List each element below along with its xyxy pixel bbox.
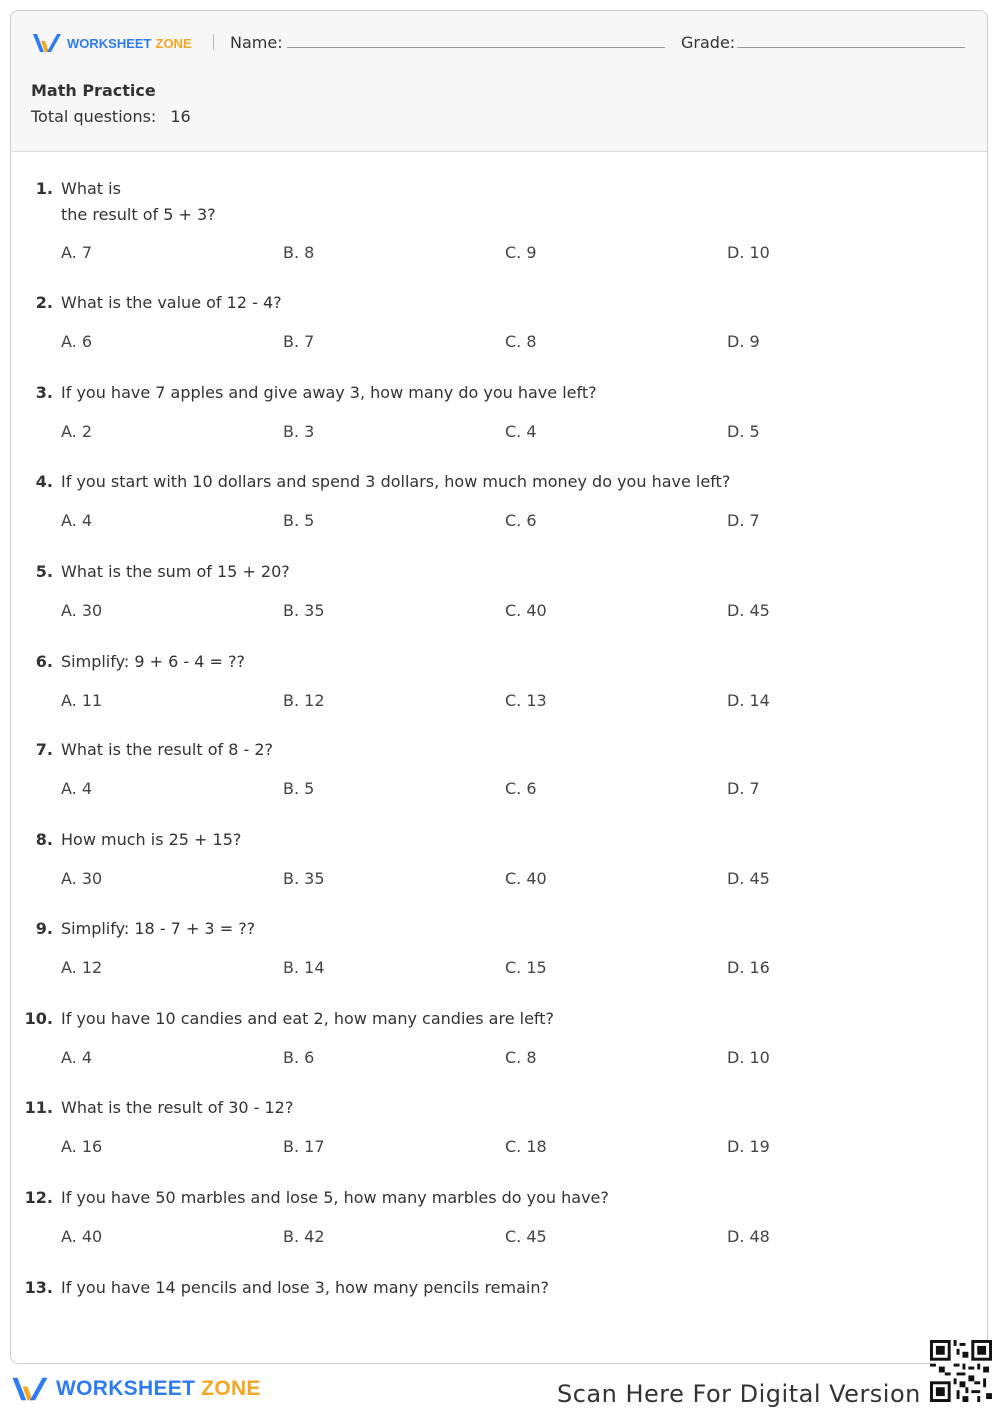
footer-brand-logo — [10, 1374, 261, 1404]
question-text: Simplify: 9 + 6 - 4 = ?? — [61, 652, 245, 671]
question-text: What is the value of 12 - 4? — [61, 293, 282, 312]
question-number: 9. — [35, 919, 53, 938]
option-b[interactable]: B. 3 — [283, 422, 315, 441]
page-footer — [0, 1366, 1000, 1414]
question-number: 8. — [35, 830, 53, 849]
option-c[interactable]: C. 15 — [505, 958, 547, 977]
question-text: If you have 50 marbles and lose 5, how many marbles do you have? — [61, 1188, 609, 1207]
option-c[interactable]: C. 4 — [505, 422, 537, 441]
question-text: What is the sum of 15 + 20? — [61, 562, 290, 581]
option-a[interactable]: A. 11 — [61, 691, 103, 710]
option-c[interactable]: C. 6 — [505, 511, 537, 530]
header-top-row — [31, 30, 965, 56]
option-a[interactable]: A. 40 — [61, 1227, 103, 1246]
qr-code-icon[interactable] — [930, 1340, 992, 1402]
question-number: 1. — [35, 179, 53, 198]
option-b[interactable]: B. 35 — [283, 601, 325, 620]
option-d[interactable]: D. 45 — [727, 601, 770, 620]
worksheet-title: Math Practice — [31, 81, 156, 100]
option-a[interactable]: A. 4 — [61, 779, 93, 798]
option-a[interactable]: A. 2 — [61, 422, 93, 441]
option-a[interactable]: A. 16 — [61, 1137, 103, 1156]
option-b[interactable]: B. 5 — [283, 779, 315, 798]
question-number: 4. — [35, 472, 53, 491]
option-d[interactable]: D. 48 — [727, 1227, 770, 1246]
question-text: If you have 10 candies and eat 2, how many candies are left? — [61, 1009, 555, 1028]
name-label: Name: — [230, 33, 283, 52]
option-c[interactable]: C. 8 — [505, 332, 537, 351]
option-d[interactable]: D. 16 — [727, 958, 770, 977]
option-c[interactable]: C. 45 — [505, 1227, 547, 1246]
question-number: 3. — [35, 383, 53, 402]
option-d[interactable]: D. 10 — [727, 243, 770, 262]
brand-logo — [31, 30, 192, 56]
option-b[interactable]: B. 8 — [283, 243, 315, 262]
question-text: If you start with 10 dollars and spend 3 dollars, how much money do you have left? — [61, 472, 731, 491]
question-number: 10. — [24, 1009, 53, 1028]
option-b[interactable]: B. 5 — [283, 511, 315, 530]
footer-logo-w-icon — [10, 1374, 50, 1404]
question-number: 12. — [24, 1188, 53, 1207]
option-c[interactable]: C. 9 — [505, 243, 537, 262]
name-field[interactable] — [287, 47, 665, 48]
option-b[interactable]: B. 14 — [283, 958, 325, 977]
option-c[interactable]: C. 40 — [505, 869, 547, 888]
option-b[interactable]: B. 17 — [283, 1137, 325, 1156]
logo-w-icon — [31, 31, 63, 55]
option-d[interactable]: D. 45 — [727, 869, 770, 888]
grade-field[interactable] — [737, 47, 965, 48]
question-text: If you have 14 pencils and lose 3, how many pencils remain? — [61, 1278, 549, 1297]
option-b[interactable]: B. 12 — [283, 691, 325, 710]
question-text-line2: the result of 5 + 3? — [61, 205, 216, 224]
worksheet-sheet — [10, 10, 988, 1364]
option-c[interactable]: C. 6 — [505, 779, 537, 798]
option-d[interactable]: D. 19 — [727, 1137, 770, 1156]
question-text: What is — [61, 179, 121, 198]
option-a[interactable]: A. 30 — [61, 869, 103, 888]
footer-brand-word-zone: ZONE — [201, 1377, 261, 1400]
option-a[interactable]: A. 30 — [61, 601, 103, 620]
option-c[interactable]: C. 8 — [505, 1048, 537, 1067]
question-text: If you have 7 apples and give away 3, how many do you have left? — [61, 383, 597, 402]
question-number: 6. — [35, 652, 53, 671]
option-c[interactable]: C. 40 — [505, 601, 547, 620]
option-d[interactable]: D. 9 — [727, 332, 760, 351]
option-c[interactable]: C. 13 — [505, 691, 547, 710]
option-a[interactable]: A. 7 — [61, 243, 93, 262]
total-questions-count: 16 — [170, 107, 191, 126]
question-text: How much is 25 + 15? — [61, 830, 242, 849]
total-questions — [31, 107, 191, 126]
option-d[interactable]: D. 14 — [727, 691, 770, 710]
worksheet-header — [11, 11, 987, 152]
question-number: 2. — [35, 293, 53, 312]
option-c[interactable]: C. 18 — [505, 1137, 547, 1156]
option-d[interactable]: D. 7 — [727, 779, 760, 798]
question-text: What is the result of 8 - 2? — [61, 740, 273, 759]
brand-word-zone: ZONE — [155, 35, 192, 51]
option-d[interactable]: D. 5 — [727, 422, 760, 441]
question-number: 11. — [24, 1098, 53, 1117]
grade-label: Grade: — [681, 33, 736, 52]
question-number: 7. — [35, 740, 53, 759]
option-b[interactable]: B. 6 — [283, 1048, 315, 1067]
header-divider — [213, 34, 214, 50]
option-a[interactable]: A. 6 — [61, 332, 93, 351]
question-number: 5. — [35, 562, 53, 581]
total-questions-label: Total questions: — [31, 107, 157, 126]
option-a[interactable]: A. 4 — [61, 1048, 93, 1067]
option-d[interactable]: D. 10 — [727, 1048, 770, 1067]
option-b[interactable]: B. 7 — [283, 332, 315, 351]
option-a[interactable]: A. 4 — [61, 511, 93, 530]
question-text: Simplify: 18 - 7 + 3 = ?? — [61, 919, 256, 938]
brand-word-worksheet: WORKSHEET — [67, 35, 152, 51]
question-text: What is the result of 30 - 12? — [61, 1098, 294, 1117]
option-b[interactable]: B. 42 — [283, 1227, 325, 1246]
option-b[interactable]: B. 35 — [283, 869, 325, 888]
scan-text: Scan Here For Digital Version — [557, 1380, 921, 1408]
question-number: 13. — [24, 1278, 53, 1297]
footer-brand-word-worksheet: WORKSHEET — [56, 1377, 196, 1400]
option-d[interactable]: D. 7 — [727, 511, 760, 530]
option-a[interactable]: A. 12 — [61, 958, 103, 977]
